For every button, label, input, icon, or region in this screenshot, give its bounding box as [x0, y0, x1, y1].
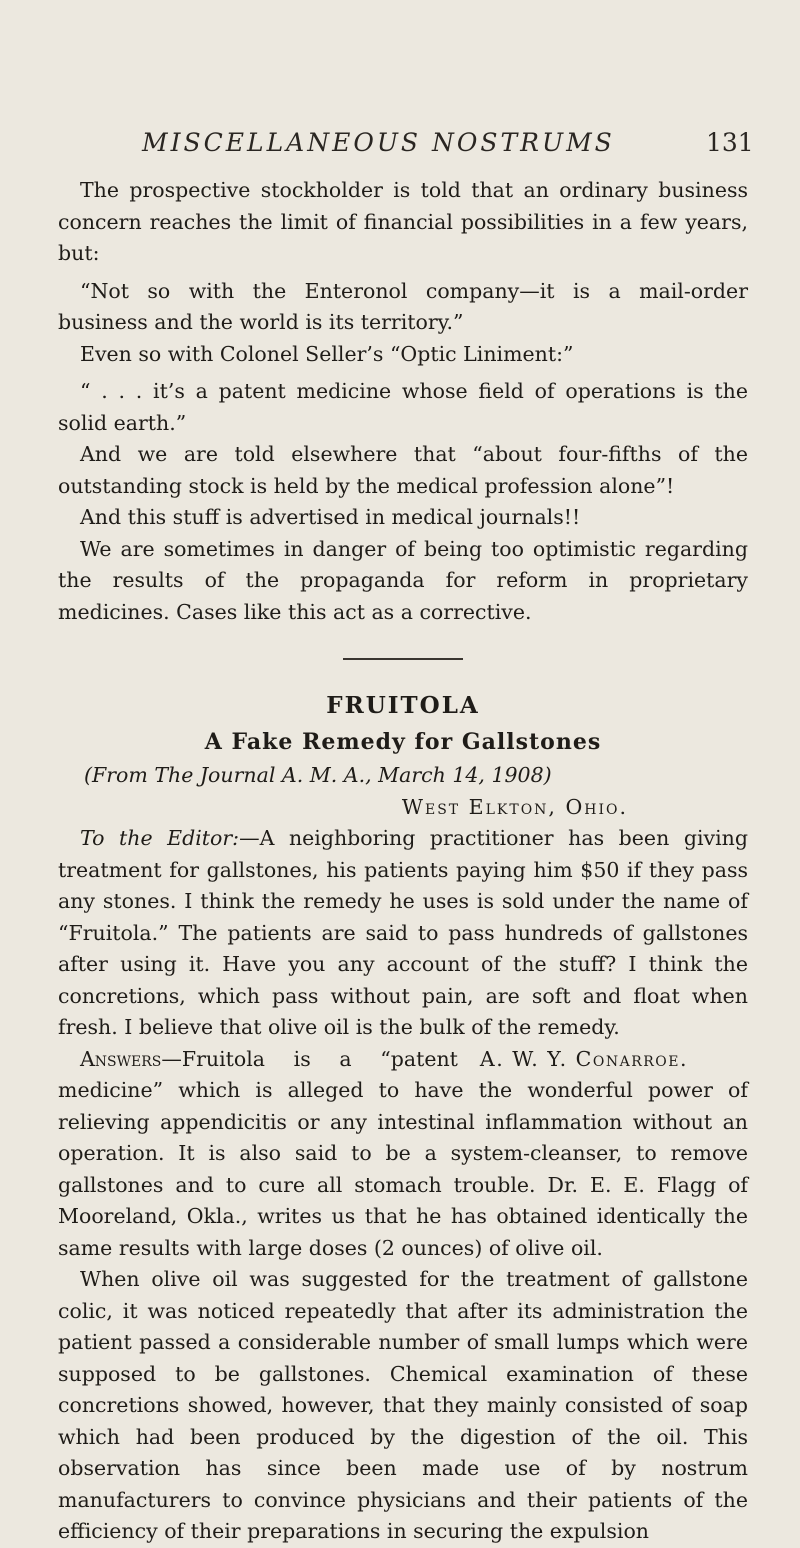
answer-body: —Fruitola is a “patent medicine” which is alleged to have the wonderful power of relieving appendicitis or any intestinal inflammation without an operation. It is also said to be a system-cleanser, to remove gallstones and to cure all stomach trouble. Dr. E. E. Flagg of Mooreland, Okla., writes us that he has obtained identically the same results with large doses (2 ounces) of olive oil. — [58, 1046, 748, 1260]
section-divider — [343, 658, 463, 660]
answer-paragraph — [58, 1044, 748, 1265]
paragraph-patent-medicine-quote: “ . . . it’s a patent medicine whose field of operations is the solid earth.” — [58, 379, 748, 435]
paragraph-medical-journals: And this stuff is advertised in medical journals!! — [80, 505, 581, 529]
paragraph-olive-oil: When olive oil was suggested for the treatment of gallstone colic, it was noticed repeatedly that after its administration the patient passed a considerable number of small lumps which were supposed to be gallstones. Chemical examination of these concretions showed, however, that they mainly consisted of soap which had been produced by the digestion of the oil. This observation has since been made use of by nostrum manufacturers to convince physicians and their patients of the efficiency of their preparations in securing the expulsion — [58, 1267, 748, 1543]
letter-dateline: West Elkton, Ohio. — [401, 794, 628, 819]
letter-salutation: To the Editor: — [80, 826, 240, 850]
paragraph-prospective-stockholder: The prospective stockholder is told that an ordinary business concern reaches the limit of financial possibilities in a few years, but: — [58, 178, 748, 265]
page-body — [58, 175, 748, 1548]
running-head — [0, 128, 800, 158]
running-title: MISCELLANEOUS NOSTRUMS — [142, 128, 615, 157]
paragraph-outstanding-stock: And we are told elsewhere that “about four-fifths of the outstanding stock is held by the medical profession alone”! — [58, 442, 748, 498]
answer-label: Answers — [80, 1046, 162, 1071]
paragraph-enteronol-quote: “Not so with the Enteronol company—it is a mail-order business and the world is its territory.” — [58, 278, 748, 334]
paragraph-optimistic: We are sometimes in danger of being too optimistic regarding the results of the propaganda for reform in proprietary medicines. Cases like this act as a corrective. — [58, 536, 748, 624]
section-title: FRUITOLA — [326, 692, 480, 719]
letter-body: —A neighboring practitioner has been giving treatment for gallstones, his patients paying him $50 if they pass any stones. I think the remedy he uses is sold under the name of “Fruitola.” The patients are said to pass hundreds of gallstones after using it. Have you any account of the stuff? I think the concretions, which pass without pain, are soft and float when fresh. I believe that olive oil is the bulk of the remedy. — [58, 826, 748, 1039]
letter-signature: A. W. Y. Conarroe. — [479, 1046, 688, 1071]
section-subtitle: A Fake Remedy for Gallstones — [204, 729, 602, 755]
source-citation: (From The Journal A. M. A., March 14, 1908) — [84, 763, 552, 787]
paragraph-optic-liniment: Even so with Colonel Seller’s “Optic Liniment:” — [80, 341, 574, 366]
page-number: 131 — [706, 128, 754, 157]
